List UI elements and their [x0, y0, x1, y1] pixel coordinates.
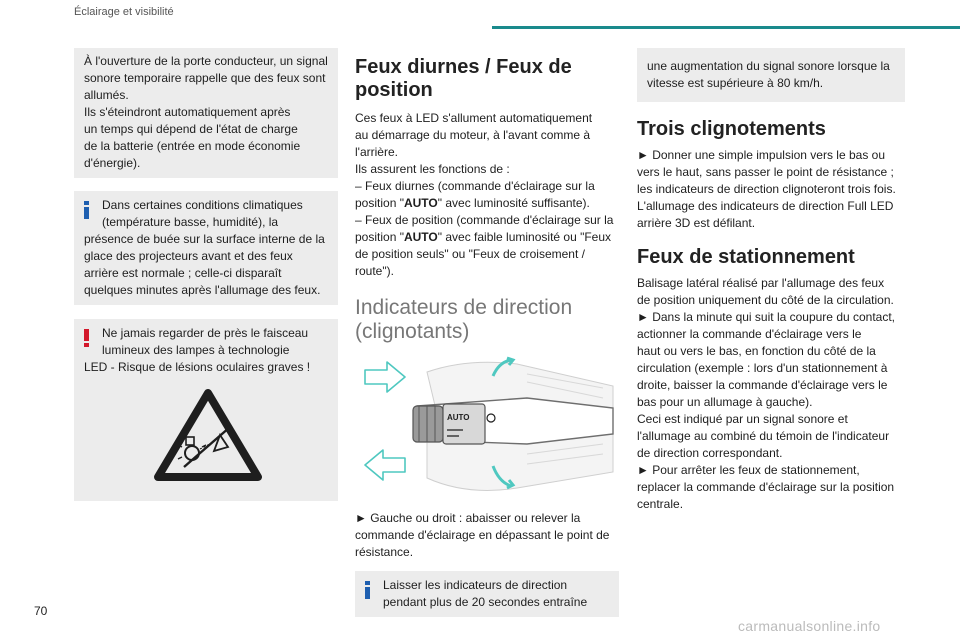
info-box-continued — [637, 48, 905, 102]
text-line: commande d'éclairage en dépassant le point de — [355, 528, 610, 542]
column-1 — [74, 48, 338, 501]
text-line: circulation (exemple : lors d'un stationnement à — [637, 361, 888, 375]
text-line: ► Gauche ou droit : abaisser ou relever la — [355, 511, 581, 525]
text-line: Ils assurent les fonctions de : — [355, 162, 510, 176]
stalk-illustration — [355, 354, 619, 500]
title-line: Feux diurnes / Feux de — [355, 56, 572, 78]
text-line: centrale. — [637, 497, 684, 511]
text-line: de direction correspondant. — [637, 446, 783, 460]
watermark: carmanualsonline.info — [738, 618, 881, 634]
box1-line: un temps qui dépend de l'état de charge — [84, 122, 298, 136]
text-line: les indicateurs de direction clignoteront trois fois. — [637, 182, 896, 196]
box1-line: sonore temporaire rappelle que des feux sont — [84, 71, 326, 85]
text-line: – Feux de position (commande d'éclairage sur la — [355, 213, 614, 227]
text-line: haut ou vers le bas, en fonction du côté de la — [637, 344, 876, 358]
text-line: ► Dans la minute qui suit la coupure du contact, — [637, 310, 896, 324]
section-title-parking-lights: Feux de stationnement — [637, 246, 855, 268]
three-flashes-paragraph — [637, 147, 905, 232]
text-line: Ces feux à LED s'allument automatiquement — [355, 111, 593, 125]
info-icon — [365, 581, 371, 599]
text-line: Balisage latéral réalisé par l'allumage des feux — [637, 276, 885, 290]
box2-line: glace des projecteurs avant et des feux — [84, 249, 293, 263]
box2-line: (température basse, humidité), la — [102, 215, 279, 229]
up-arrow-icon — [363, 360, 407, 394]
title-line: Indicateurs de direction — [355, 296, 573, 319]
box1-line: allumés. — [84, 88, 129, 102]
info-box-indicators — [355, 571, 619, 617]
text-line: l'allumage au combiné du témoin de l'indicateur — [637, 429, 890, 443]
text-line: ► Donner une simple impulsion vers le bas ou — [637, 148, 885, 162]
text-line: L'allumage des indicateurs de direction Full LED — [637, 199, 894, 213]
text-line: de position uniquement du côté de la circulation. — [637, 293, 894, 307]
text-line: ► Pour arrêter les feux de stationnement, — [637, 463, 860, 477]
box2-line: présence de buée sur la surface interne de la — [84, 232, 325, 246]
section-title-drl — [355, 56, 619, 102]
stalk-auto-label: AUTO — [447, 413, 470, 422]
page-number: 70 — [34, 604, 48, 618]
led-hazard-warning-icon — [152, 387, 264, 485]
info-box-condensation — [74, 191, 338, 305]
text-line: replacer la commande d'éclairage sur la position — [637, 480, 895, 494]
auto-keyword: AUTO — [403, 230, 438, 244]
box1-line: Ils s'éteindront automatiquement après — [84, 105, 291, 119]
drl-paragraph — [355, 110, 619, 280]
title-line: (clignotants) — [355, 320, 470, 343]
box-line: Laisser les indicateurs de direction — [383, 578, 568, 592]
text-line: l'arrière. — [355, 145, 398, 159]
text-line: position "AUTO" avec faible luminosité ou "Feux — [355, 230, 612, 244]
box2-line: Dans certaines conditions climatiques — [102, 198, 303, 212]
box-line: pendant plus de 20 secondes entraîne — [383, 595, 588, 609]
lighting-stalk-drawing — [407, 354, 619, 500]
running-header: Éclairage et visibilité — [74, 6, 174, 18]
text-line: position "AUTO" avec luminosité suffisante). — [355, 196, 590, 210]
box1-line: d'énergie). — [84, 156, 141, 170]
text-line: Ceci est indiqué par un signal sonore et — [637, 412, 848, 426]
down-arrow-icon — [363, 448, 407, 482]
column-3 — [637, 48, 905, 513]
text-line: actionner la commande d'éclairage vers le — [637, 327, 862, 341]
box1-line: À l'ouverture de la porte conducteur, un signal — [84, 54, 328, 68]
notice-box-lights-on — [74, 48, 338, 178]
box1-line: de la batterie (entrée en mode économie — [84, 139, 301, 153]
box3-line: Ne jamais regarder de près le faisceau — [102, 326, 309, 340]
box3-line: lumineux des lampes à technologie — [102, 343, 290, 357]
box3-line: LED - Risque de lésions oculaires graves ! — [84, 360, 311, 374]
title-line: position — [355, 79, 433, 101]
header-rule — [492, 26, 960, 29]
text-line: route"). — [355, 264, 394, 278]
box2-line: arrière est normale ; celle-ci disparaît — [84, 266, 282, 280]
column-2 — [355, 56, 619, 617]
text-line: résistance. — [355, 545, 414, 559]
box-line: vitesse est supérieure à 80 km/h. — [647, 76, 824, 90]
text-line: bas pour un allumage à gauche). — [637, 395, 813, 409]
info-icon — [84, 201, 90, 219]
text-line: vers le haut, sans passer le point de résistance ; — [637, 165, 894, 179]
warning-icon — [84, 329, 90, 347]
warning-box-led — [74, 319, 338, 501]
box2-line: quelques minutes après l'allumage des feux. — [84, 283, 321, 297]
section-title-indicators — [355, 296, 619, 344]
section-title-three-flashes: Trois clignotements — [637, 118, 826, 140]
box-line: une augmentation du signal sonore lorsque la — [647, 59, 890, 73]
auto-keyword: AUTO — [403, 196, 438, 210]
text-line: droite, baisser la commande d'éclairage vers le — [637, 378, 888, 392]
parking-lights-paragraph — [637, 275, 905, 513]
text-line: de position seuls" ou "Feux de croisement / — [355, 247, 585, 261]
text-line: arrière 3D est défilant. — [637, 216, 756, 230]
text-line: – Feux diurnes (commande d'éclairage sur la — [355, 179, 595, 193]
text-line: au démarrage du moteur, à l'avant comme à — [355, 128, 591, 142]
indicator-paragraph — [355, 510, 619, 561]
